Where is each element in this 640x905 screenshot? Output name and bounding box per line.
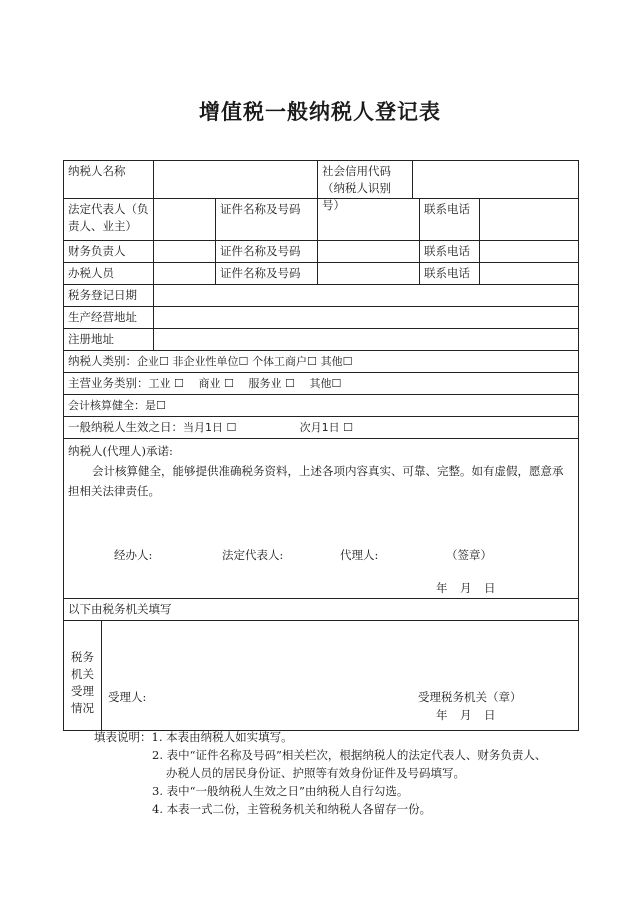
legal-rep-phone-label: 联系电话 <box>420 199 480 240</box>
business-address-value[interactable] <box>154 307 579 328</box>
credit-code-value[interactable] <box>413 161 579 198</box>
finance-head-phone-value[interactable] <box>480 241 579 262</box>
taxpayer-type-individual-checkbox[interactable]: 个体工商户☐ <box>252 355 317 368</box>
taxpayer-type-cell <box>64 351 579 372</box>
pledge-year-label: 年 <box>436 581 448 595</box>
pledge-month-label: 月 <box>460 581 472 595</box>
tax-officer-phone-value[interactable] <box>480 263 579 284</box>
reg-date-value[interactable] <box>154 285 579 306</box>
side-label-line: 机关 <box>71 667 94 681</box>
row-finance-head <box>64 241 579 263</box>
receiving-authority-label: 受理税务机关（章） <box>418 690 522 704</box>
finance-head-id-label: 证件名称及号码 <box>216 241 318 262</box>
taxpayer-type-enterprise-checkbox[interactable]: 企业☐ <box>137 355 169 368</box>
row-effective-date <box>64 417 579 439</box>
business-address-label: 生产经营地址 <box>64 307 154 328</box>
finance-head-label: 财务负责人 <box>64 241 154 262</box>
effective-this-month-checkbox[interactable]: 当月1日 ☐ <box>183 421 237 434</box>
business-industry-checkbox[interactable]: 工业 ☐ <box>148 377 184 390</box>
row-tax-office-acceptance <box>64 621 579 731</box>
tax-officer-phone-label: 联系电话 <box>420 263 480 284</box>
agent-signature-label: 代理人: <box>340 548 379 562</box>
filling-instructions <box>94 728 546 818</box>
legal-rep-id-value[interactable] <box>318 199 420 240</box>
row-tax-officer <box>64 263 579 285</box>
instruction-line <box>94 728 546 746</box>
legal-rep-value[interactable] <box>154 199 216 240</box>
side-label-line: 情况 <box>71 701 94 715</box>
accounting-sound-checkbox[interactable]: 会计核算健全：是☐ <box>64 395 579 416</box>
finance-head-id-value[interactable] <box>318 241 420 262</box>
taxpayer-name-value[interactable] <box>154 161 318 198</box>
business-commerce-checkbox[interactable]: 商业 ☐ <box>198 377 234 390</box>
side-label-line: 受理 <box>71 684 94 698</box>
row-accounting <box>64 395 579 417</box>
handler-signature-label: 经办人: <box>114 548 153 562</box>
tax-day-label: 日 <box>484 708 496 722</box>
legal-rep-label: 法定代表人（负责人、业主） <box>64 199 154 240</box>
row-tax-office-header <box>64 599 579 621</box>
finance-head-value[interactable] <box>154 241 216 262</box>
pledge-text: 会计核算健全，能够提供准确税务资料，上述各项内容真实、可靠、完整。如有虚假，愿意承担相关法律责任。 <box>68 464 564 498</box>
row-main-business <box>64 373 579 395</box>
row-reg-date <box>64 285 579 307</box>
taxpayer-type-label: 纳税人类别： <box>68 354 137 368</box>
tax-officer-label: 办税人员 <box>64 263 154 284</box>
instruction-item: 办税人员的居民身份证、护照等有效身份证件及号码填写。 <box>166 766 465 780</box>
instruction-item: 2. 表中“证件名称及号码”相关栏次，根据纳税人的法定代表人、财务负责人、 <box>152 748 547 762</box>
registration-table <box>63 160 579 731</box>
legal-rep-phone-value[interactable] <box>480 199 579 240</box>
tax-office-header: 以下由税务机关填写 <box>64 599 579 620</box>
row-taxpayer-type <box>64 351 579 373</box>
form-title: 增值税一般纳税人登记表 <box>199 99 441 124</box>
instruction-item: 4. 本表一式二份，主管税务机关和纳税人各留存一份。 <box>152 802 432 816</box>
taxpayer-name-label: 纳税人名称 <box>64 161 154 198</box>
taxpayer-type-other-checkbox[interactable]: 其他☐ <box>320 355 353 368</box>
instruction-item: 3. 表中“一般纳税人生效之日”由纳税人自行勾选。 <box>152 784 409 798</box>
tax-officer-id-value[interactable] <box>318 263 420 284</box>
pledge-day-label: 日 <box>484 581 496 595</box>
receiver-label: 受理人: <box>108 690 147 704</box>
tax-officer-value[interactable] <box>154 263 216 284</box>
instructions-heading: 填表说明： <box>94 730 152 744</box>
business-service-checkbox[interactable]: 服务业 ☐ <box>248 377 295 390</box>
instruction-item: 1. 本表由纳税人如实填写。 <box>151 730 293 744</box>
tax-office-body <box>102 621 579 731</box>
legal-rep-id-label: 证件名称及号码 <box>216 199 318 240</box>
reg-date-label: 税务登记日期 <box>64 285 154 306</box>
taxpayer-type-nonenterprise-checkbox[interactable]: 非企业性单位☐ <box>172 355 249 368</box>
pledge-cell <box>64 439 579 598</box>
effective-date-label: 一般纳税人生效之日： <box>68 420 183 434</box>
business-other-checkbox[interactable]: 其他☐ <box>309 377 342 390</box>
row-legal-rep <box>64 199 579 241</box>
seal-label: （签章） <box>446 548 492 562</box>
tax-month-label: 月 <box>460 708 472 722</box>
legal-rep-signature-label: 法定代表人: <box>222 548 284 562</box>
tax-year-label: 年 <box>436 708 448 722</box>
tax-officer-id-label: 证件名称及号码 <box>216 263 318 284</box>
row-registered-address <box>64 329 579 351</box>
row-business-address <box>64 307 579 329</box>
effective-date-cell <box>64 417 579 438</box>
side-label-line: 税务 <box>71 650 94 664</box>
registered-address-value[interactable] <box>154 329 579 350</box>
main-business-cell <box>64 373 579 394</box>
registered-address-label: 注册地址 <box>64 329 154 350</box>
credit-code-label: 社会信用代码（纳税人识别号） <box>318 161 413 198</box>
pledge-label: 纳税人(代理人)承诺: <box>68 444 173 458</box>
row-pledge <box>64 439 579 599</box>
tax-office-side-label <box>64 621 102 731</box>
main-business-label: 主营业务类别： <box>68 376 149 390</box>
effective-next-month-checkbox[interactable]: 次月1日 ☐ <box>299 421 354 434</box>
finance-head-phone-label: 联系电话 <box>420 241 480 262</box>
